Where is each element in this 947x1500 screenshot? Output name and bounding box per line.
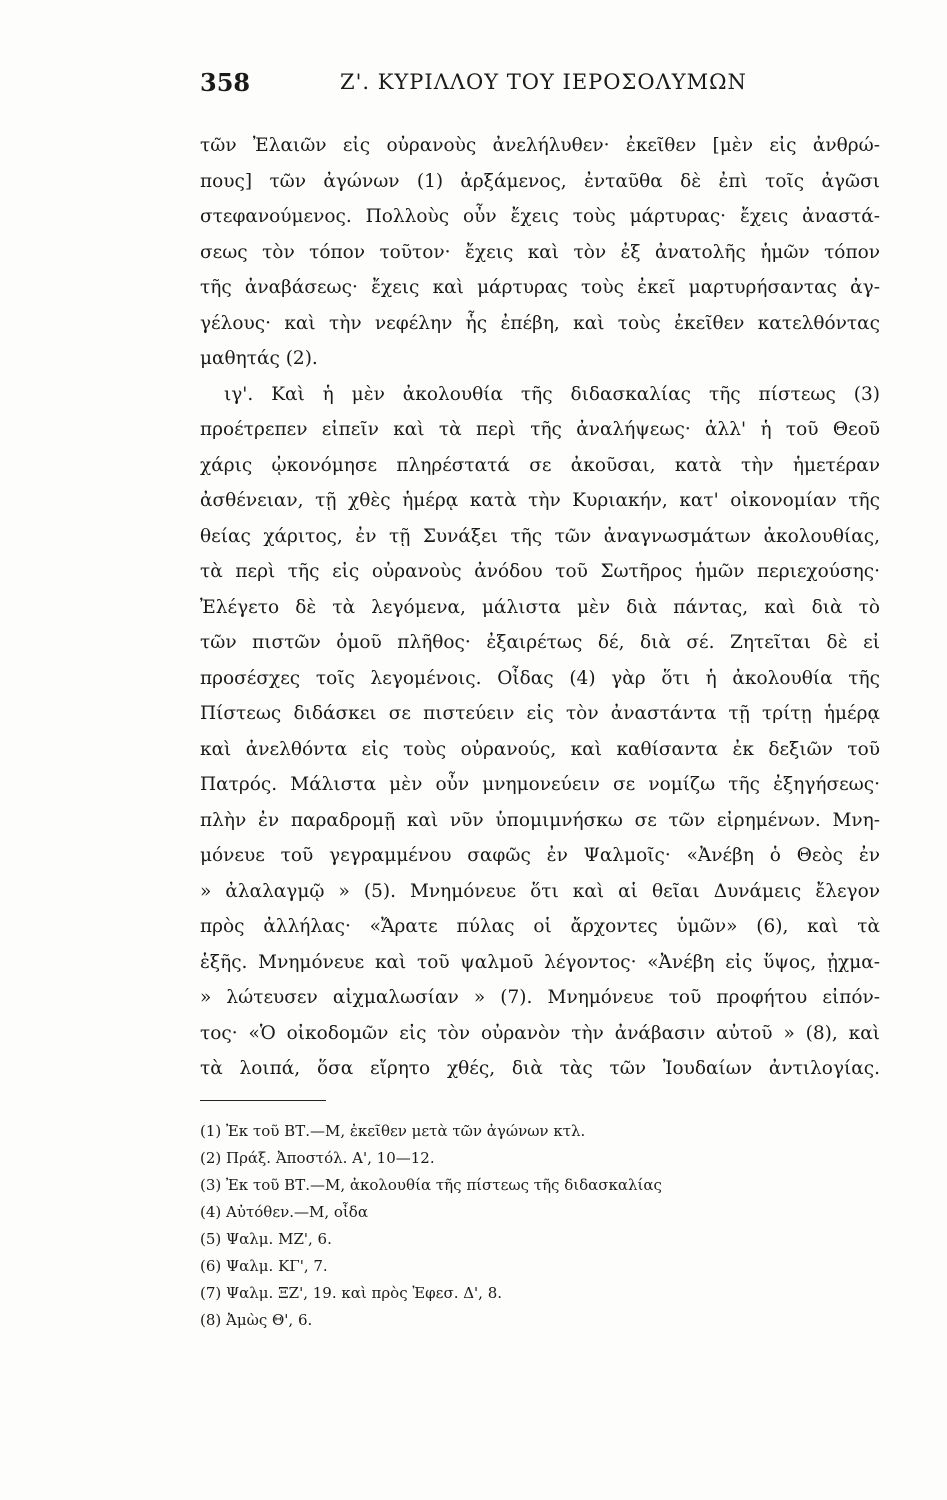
footnote: (2) Πράξ. Ἀποστόλ. Α', 10—12. bbox=[200, 1149, 435, 1167]
text-line: θείας χάριτος, ἐν τῇ Συνάξει τῆς τῶν ἀναγνωσμάτων ἀκολουθίας, bbox=[200, 525, 880, 547]
text-line: χάρις ᾠκονόμησε πληρέστατά σε ἀκοῦσαι, κατὰ τὴν ἡμετέραν bbox=[200, 454, 880, 476]
footnote: (1) Ἐκ τοῦ ΒΤ.—Μ, ἐκεῖθεν μετὰ τῶν ἀγώνων κτλ. bbox=[200, 1122, 586, 1140]
section-start-line: ιγ'. Καὶ ἡ μὲν ἀκολουθία τῆς διδασκαλίας τῆς πίστεως (3) bbox=[224, 383, 880, 405]
text-line: Πατρός. Μάλιστα μὲν οὖν μνημονεύειν σε νομίζω τῆς ἐξηγήσεως· bbox=[200, 774, 880, 795]
text-line: σεως τὸν τόπον τοῦτον· ἔχεις καὶ τὸν ἐξ ἀνατολῆς ἡμῶν τόπον bbox=[200, 241, 880, 263]
footnote: (8) Ἀμὼς Θ', 6. bbox=[200, 1311, 313, 1329]
footnote-divider bbox=[200, 1100, 326, 1101]
text-line: τῶν πιστῶν ὁμοῦ πλῆθος· ἐξαιρέτως δέ, διὰ σέ. Ζητεῖται δὲ εἰ bbox=[200, 632, 880, 653]
text-line: τῶν Ἐλαιῶν εἰς οὐρανοὺς ἀνελήλυθεν· ἐκεῖθεν [μὲν εἰς ἀνθρώ- bbox=[200, 135, 880, 156]
footnote: (6) Ψαλμ. ΚΓ', 7. bbox=[200, 1257, 328, 1275]
text-line: στεφανούμενος. Πολλοὺς οὖν ἔχεις τοὺς μάρτυρας· ἔχεις ἀναστά- bbox=[200, 206, 880, 227]
text-line: ἑξῆς. Μνημόνευε καὶ τοῦ ψαλμοῦ λέγοντος· «Ἀνέβη εἰς ὕψος, ᾐχμα- bbox=[200, 951, 880, 973]
text-line: προσέσχες τοῖς λεγομένοις. Οἶδας (4) γὰρ ὅτι ἡ ἀκολουθία τῆς bbox=[200, 667, 880, 689]
main-text bbox=[200, 128, 880, 1087]
text-line: πους] τῶν ἀγώνων (1) ἀρξάμενος, ἐνταῦθα δὲ ἐπὶ τοῖς ἀγῶσι bbox=[200, 170, 880, 192]
text-line: τῆς ἀναβάσεως· ἔχεις καὶ μάρτυρας τοὺς ἐκεῖ μαρτυρήσαντας ἀγ- bbox=[200, 277, 880, 298]
footnotes bbox=[200, 1118, 800, 1334]
text-line: » ἀλαλαγμῷ » (5). Μνημόνευε ὅτι καὶ αἱ θεῖαι Δυνάμεις ἔλεγον bbox=[200, 880, 880, 902]
text-line: μαθητάς (2). bbox=[200, 348, 318, 369]
footnote: (5) Ψαλμ. ΜΖ', 6. bbox=[200, 1230, 332, 1248]
footnote: (4) Αὐτόθεν.—Μ, οἶδα bbox=[200, 1203, 368, 1221]
text-line: Ἐλέγετο δὲ τὰ λεγόμενα, μάλιστα μὲν διὰ πάντας, καὶ διὰ τὸ bbox=[200, 596, 880, 618]
footnote: (3) Ἐκ τοῦ ΒΤ.—Μ, ἀκολουθία τῆς πίστεως τῆς διδασκαλίας bbox=[200, 1176, 662, 1194]
text-line: καὶ ἀνελθόντα εἰς τοὺς οὐρανούς, καὶ καθίσαντα ἐκ δεξιῶν τοῦ bbox=[200, 738, 880, 760]
text-line: προέτρεπεν εἰπεῖν καὶ τὰ περὶ τῆς ἀναλήψεως· ἀλλ' ἡ τοῦ Θεοῦ bbox=[200, 419, 880, 440]
running-title: Ζ'. ΚΥΡΙΛΛΟΥ ΤΟΥ ΙΕΡΟΣΟΛΥΜΩΝ bbox=[340, 70, 747, 94]
text-line: » λώτευσεν αἰχμαλωσίαν » (7). Μνημόνευε τοῦ προφήτου εἰπόν- bbox=[200, 987, 880, 1008]
text-line: πλὴν ἐν παραδρομῇ καὶ νῦν ὑπομιμνήσκω σε τῶν εἰρημένων. Μνη- bbox=[200, 809, 880, 831]
text-line: ἀσθένειαν, τῇ χθὲς ἡμέρᾳ κατὰ τὴν Κυριακήν, κατ' οἰκονομίαν τῆς bbox=[200, 490, 880, 511]
running-head bbox=[200, 68, 880, 108]
page-number: 358 bbox=[200, 68, 251, 97]
text-line: πρὸς ἀλλήλας· «Ἄρατε πύλας οἱ ἄρχοντες ὑμῶν» (6), καὶ τὰ bbox=[200, 916, 880, 937]
text-line: μόνευε τοῦ γεγραμμένου σαφῶς ἐν Ψαλμοῖς· «Ἀνέβη ὁ Θεὸς ἐν bbox=[200, 845, 880, 866]
text-line: τος· «Ὁ οἰκοδομῶν εἰς τὸν οὐρανὸν τὴν ἀνάβασιν αὐτοῦ » (8), καὶ bbox=[200, 1022, 880, 1044]
footnote: (7) Ψαλμ. ΞΖ', 19. καὶ πρὸς Ἐφεσ. Δ', 8. bbox=[200, 1284, 503, 1302]
text-line: Πίστεως διδάσκει σε πιστεύειν εἰς τὸν ἀναστάντα τῇ τρίτῃ ἡμέρᾳ bbox=[200, 703, 880, 724]
text-line: τὰ λοιπά, ὅσα εἴρητο χθές, διὰ τὰς τῶν Ἰουδαίων ἀντιλογίας. bbox=[200, 1058, 880, 1079]
text-line: γέλους· καὶ τὴν νεφέλην ἧς ἐπέβη, καὶ τοὺς ἐκεῖθεν κατελθόντας bbox=[200, 312, 880, 334]
text-line: τὰ περὶ τῆς εἰς οὐρανοὺς ἀνόδου τοῦ Σωτῆρος ἡμῶν περιεχούσης· bbox=[200, 561, 880, 582]
